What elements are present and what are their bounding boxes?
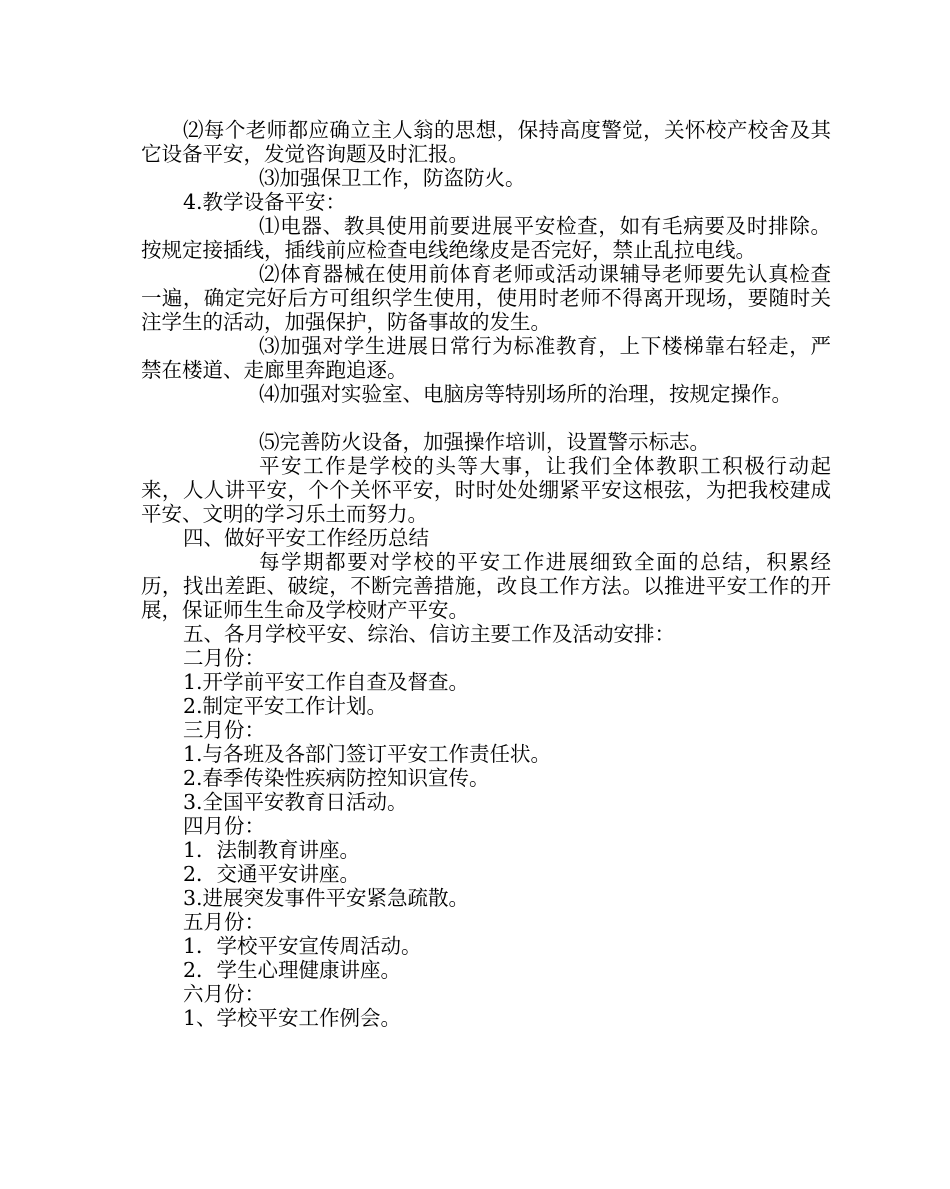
- month-heading-may: 五月份：: [183, 910, 265, 934]
- list-item: 1．学校平安宣传周活动。: [183, 934, 422, 958]
- heading-section-five: 五、各月学校平安、综治、信访主要工作及活动安排：: [183, 622, 675, 646]
- paragraph-behavior-education: ⑶加强对学生进展日常行为标准教育，上下楼梯靠右轻走，严禁在楼道、走廊里奔跑追逐。: [141, 334, 831, 382]
- list-item: 3.全国平安教育日活动。: [183, 790, 408, 814]
- paragraph-lab-management: ⑷加强对实验室、电脑房等特别场所的治理，按规定操作。: [259, 382, 792, 406]
- document-body: [141, 118, 831, 1030]
- month-heading-june: 六月份：: [183, 982, 265, 1006]
- list-item: 1.开学前平安工作自查及督查。: [183, 670, 470, 694]
- list-item: 1、学校平安工作例会。: [183, 1006, 402, 1030]
- month-heading-march: 三月份：: [183, 718, 265, 742]
- paragraph-electrical-equipment: ⑴电器、教具使用前要进展平安检查，如有毛病要及时排除。按规定接插线，插线前应检查电线绝缘皮是否完好，禁止乱拉电线。: [141, 214, 831, 262]
- list-item: 1.与各班及各部门签订平安工作责任状。: [183, 742, 552, 766]
- list-item: 2．交通平安讲座。: [183, 862, 361, 886]
- list-item: 2.制定平安工作计划。: [183, 694, 388, 718]
- paragraph-security-work: ⑶加强保卫工作，防盗防火。: [259, 166, 526, 190]
- list-item: 2．学生心理健康讲座。: [183, 958, 402, 982]
- paragraph-spacer: [141, 406, 831, 430]
- paragraph-fire-prevention: ⑸完善防火设备，加强操作培训，设置警示标志。: [259, 430, 710, 454]
- month-heading-april: 四月份：: [183, 814, 265, 838]
- paragraph-sports-equipment: ⑵体育器械在使用前体育老师或活动课辅导老师要先认真检查一遍，确定完好后方可组织学生使用，使用时老师不得离开现场，要随时关注学生的活动，加强保护，防备事故的发生。: [141, 262, 831, 334]
- paragraph-staff-responsibility: ⑵每个老师都应确立主人翁的思想，保持高度警觉，关怀校产校舍及其它设备平安，发觉咨询题及时汇报。: [141, 118, 831, 166]
- paragraph-safety-priority: 平安工作是学校的头等大事，让我们全体教职工积极行动起来，人人讲平安，个个关怀平安，时时处处绷紧平安这根弦，为把我校建成平安、文明的学习乐土而努力。: [141, 454, 831, 526]
- paragraph-semester-summary: 每学期都要对学校的平安工作进展细致全面的总结，积累经历，找出差距、破绽，不断完善措施，改良工作方法。以推进平安工作的开展，保证师生生命及学校财产平安。: [141, 550, 831, 622]
- list-item: 2.春季传染性疾病防控知识宣传。: [183, 766, 490, 790]
- heading-section-four: 四、做好平安工作经历总结: [183, 526, 429, 550]
- list-item: 1．法制教育讲座。: [183, 838, 361, 862]
- heading-teaching-equipment-safety: 4.教学设备平安：: [183, 190, 347, 214]
- list-item: 3.进展突发事件平安紧急疏散。: [183, 886, 470, 910]
- month-heading-february: 二月份：: [183, 646, 265, 670]
